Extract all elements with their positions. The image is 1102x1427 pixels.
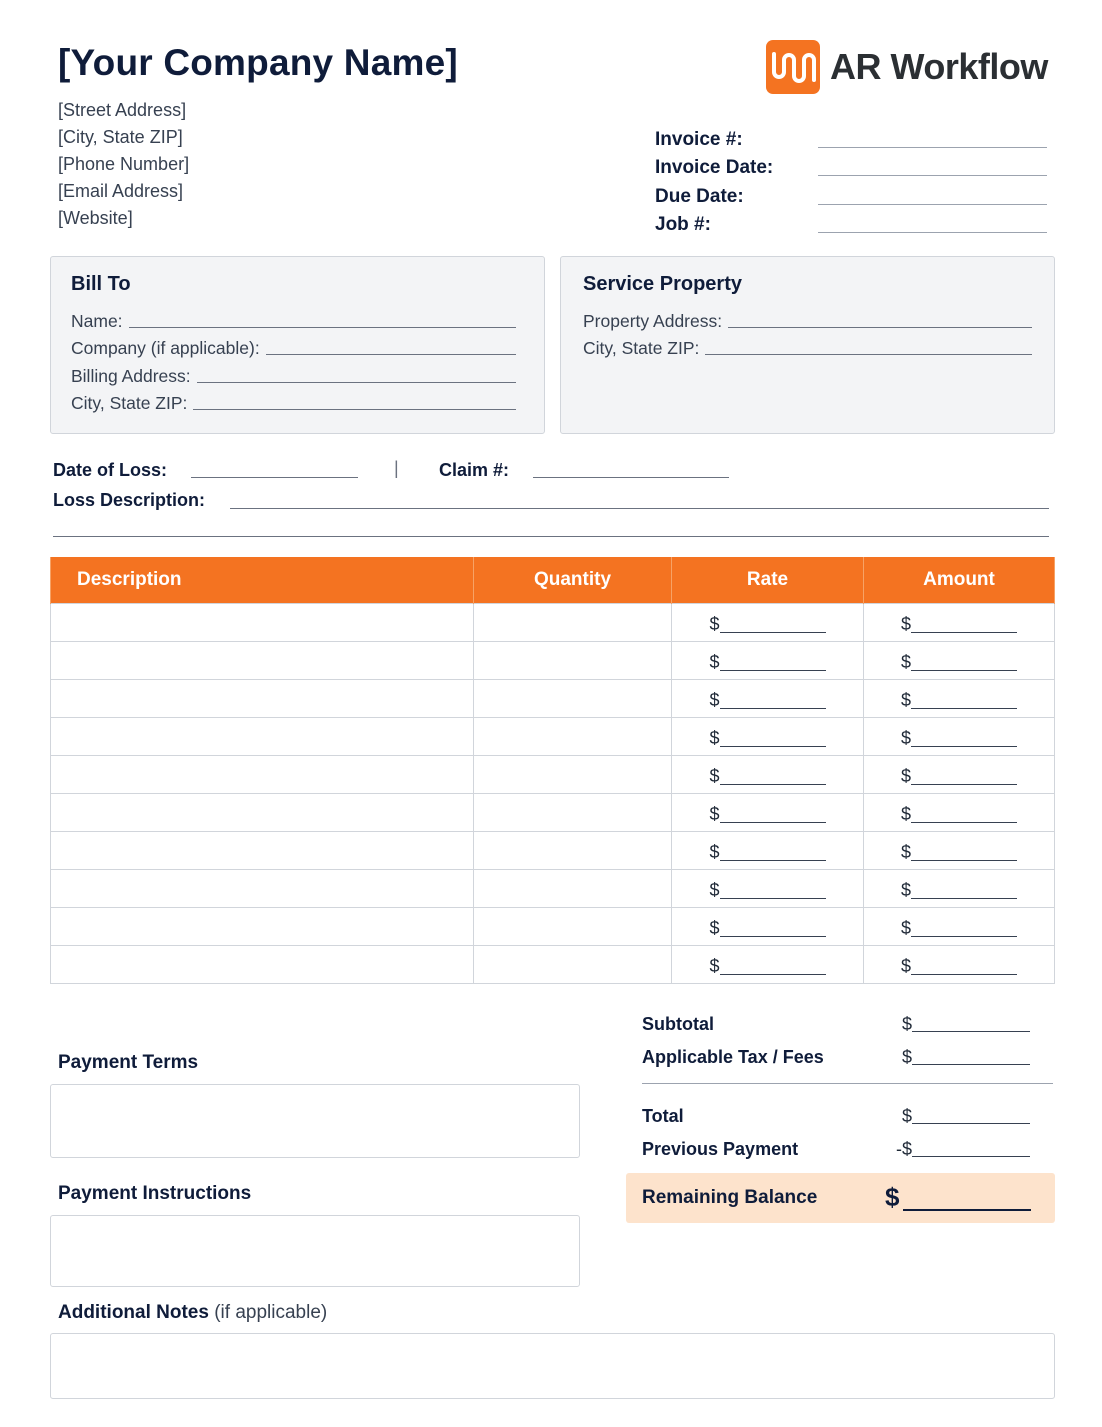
- remaining-balance-field[interactable]: [903, 1209, 1031, 1211]
- table-row: [51, 642, 1055, 680]
- table-row: [51, 908, 1055, 946]
- description-cell[interactable]: [51, 604, 474, 642]
- invoice-meta: [655, 122, 1047, 236]
- total-label: Total: [642, 1106, 684, 1126]
- job-number-field[interactable]: [818, 214, 1047, 233]
- rate-cell[interactable]: [672, 680, 864, 718]
- quantity-cell[interactable]: [474, 756, 672, 794]
- table-row: [51, 870, 1055, 908]
- street-address: [Street Address]: [58, 100, 187, 120]
- service-property-title: Service Property: [583, 273, 742, 295]
- amount-value: [864, 946, 1054, 983]
- table-row: [51, 946, 1055, 984]
- amount-cell[interactable]: [864, 680, 1055, 718]
- money-line: [720, 936, 826, 937]
- property-city-field[interactable]: [705, 354, 1032, 355]
- invoice-number-field[interactable]: [818, 129, 1047, 148]
- property-address-label: Property Address:: [583, 310, 723, 331]
- bill-to-title: Bill To: [71, 273, 131, 295]
- dollar-sign: $: [709, 766, 720, 786]
- invoice-date-row: [655, 151, 1047, 180]
- rate-cell[interactable]: [672, 604, 864, 642]
- amount-cell[interactable]: [864, 908, 1055, 946]
- additional-notes-heading: [58, 1302, 327, 1324]
- rate-value: [672, 756, 863, 793]
- quantity-cell[interactable]: [474, 870, 672, 908]
- dollar-sign: $: [900, 880, 911, 900]
- description-cell[interactable]: [51, 946, 474, 984]
- rate-cell[interactable]: [672, 718, 864, 756]
- bill-to-address-label: Billing Address:: [71, 365, 191, 386]
- quantity-cell[interactable]: [474, 604, 672, 642]
- table-row: [51, 718, 1055, 756]
- due-date-row: [655, 179, 1047, 208]
- job-number-label: Job #:: [655, 214, 711, 235]
- description-cell[interactable]: [51, 870, 474, 908]
- additional-notes-suffix: (if applicable): [214, 1302, 328, 1323]
- amount-value: [864, 680, 1054, 717]
- subtotal-row: [642, 1002, 1042, 1035]
- remaining-balance-bar: [626, 1173, 1055, 1223]
- rate-value: [672, 642, 863, 679]
- payment-instructions-box[interactable]: [50, 1215, 580, 1287]
- service-property-box: [560, 256, 1055, 434]
- table-row: [51, 832, 1055, 870]
- money-line: [911, 936, 1017, 937]
- amount-cell[interactable]: [864, 756, 1055, 794]
- bill-to-name-row: [71, 304, 516, 332]
- bill-to-company-row: [71, 332, 516, 360]
- dollar-sign: $: [709, 880, 720, 900]
- header-rate: Rate: [672, 557, 864, 604]
- quantity-cell[interactable]: [474, 718, 672, 756]
- rate-value: [672, 718, 863, 755]
- waveform-icon: [766, 40, 820, 94]
- amount-cell[interactable]: [864, 870, 1055, 908]
- rate-value: [672, 870, 863, 907]
- dollar-sign: $: [709, 918, 720, 938]
- dollar-sign: $: [900, 690, 911, 710]
- description-cell[interactable]: [51, 832, 474, 870]
- invoice-date-field[interactable]: [818, 157, 1047, 176]
- amount-value: [864, 604, 1054, 641]
- subtotal-dollar: $: [901, 1014, 912, 1034]
- quantity-cell[interactable]: [474, 642, 672, 680]
- table-row: [51, 604, 1055, 642]
- bill-to-box: [50, 256, 545, 434]
- payment-instructions-label: Payment Instructions: [58, 1183, 252, 1204]
- money-line: [720, 784, 826, 785]
- quantity-cell[interactable]: [474, 908, 672, 946]
- loss-description-label: Loss Description:: [53, 490, 206, 510]
- money-line: [911, 784, 1017, 785]
- property-city-row: [583, 332, 1032, 360]
- total-row: [642, 1094, 1042, 1127]
- line-items-table: [50, 557, 1055, 984]
- claim-number-label: Claim #:: [439, 460, 510, 480]
- total-field[interactable]: [912, 1107, 1030, 1124]
- previous-payment-row: [642, 1127, 1042, 1160]
- description-cell[interactable]: [51, 642, 474, 680]
- amount-cell[interactable]: [864, 642, 1055, 680]
- bill-to-city-field[interactable]: [193, 409, 516, 410]
- subtotal-label: Subtotal: [642, 1014, 714, 1034]
- previous-payment-dollar: -$: [895, 1139, 912, 1159]
- header-quantity: Quantity: [474, 557, 672, 604]
- additional-notes-box[interactable]: [50, 1333, 1055, 1399]
- subtotal-field[interactable]: [912, 1015, 1030, 1032]
- dollar-sign: $: [709, 652, 720, 672]
- dollar-sign: $: [900, 918, 911, 938]
- table-row: [51, 794, 1055, 832]
- amount-cell[interactable]: [864, 794, 1055, 832]
- tax-label: Applicable Tax / Fees: [642, 1047, 824, 1067]
- total-dollar: $: [901, 1106, 912, 1126]
- brand-logo: [766, 40, 1048, 94]
- amount-value: [864, 908, 1054, 945]
- money-line: [720, 670, 826, 671]
- money-line: [720, 708, 826, 709]
- bill-to-address-row: [71, 359, 516, 387]
- table-header-row: [51, 557, 1055, 604]
- money-line: [720, 974, 826, 975]
- dollar-sign: $: [709, 614, 720, 634]
- money-line: [911, 898, 1017, 899]
- rate-value: [672, 794, 863, 831]
- amount-cell[interactable]: [864, 832, 1055, 870]
- dollar-sign: $: [900, 842, 911, 862]
- bill-to-city-row: [71, 387, 516, 415]
- date-of-loss-field[interactable]: [191, 477, 358, 478]
- due-date-label: Due Date:: [655, 185, 744, 207]
- bill-to-address-field[interactable]: [197, 382, 516, 383]
- rate-value: [672, 908, 863, 945]
- tax-dollar: $: [901, 1047, 912, 1067]
- bill-to-company-label: Company (if applicable):: [71, 338, 260, 358]
- rate-cell[interactable]: [672, 908, 864, 946]
- description-cell[interactable]: [51, 718, 474, 756]
- money-line: [911, 822, 1017, 823]
- description-cell[interactable]: [51, 756, 474, 794]
- invoice-date-label: Invoice Date:: [655, 157, 774, 178]
- property-address-field[interactable]: [728, 327, 1032, 328]
- amount-value: [864, 794, 1054, 831]
- loss-description-field-line-2[interactable]: [53, 536, 1049, 537]
- job-number-row: [655, 208, 1047, 237]
- money-line: [720, 632, 826, 633]
- claim-number-field[interactable]: [533, 477, 729, 478]
- payment-terms-box[interactable]: [50, 1084, 580, 1158]
- company-address-block: [58, 97, 189, 232]
- description-cell[interactable]: [51, 908, 474, 946]
- dollar-sign: $: [709, 728, 720, 748]
- dollar-sign: $: [900, 804, 911, 824]
- money-line: [911, 860, 1017, 861]
- due-date-field[interactable]: [818, 186, 1047, 205]
- company-name: [Your Company Name]: [58, 42, 458, 83]
- money-line: [911, 670, 1017, 671]
- bill-to-city-label: City, State ZIP:: [71, 393, 188, 413]
- quantity-cell[interactable]: [474, 832, 672, 870]
- dollar-sign: $: [709, 956, 720, 976]
- rate-value: [672, 680, 863, 717]
- property-address-row: [583, 304, 1032, 332]
- quantity-cell[interactable]: [474, 680, 672, 718]
- separator: |: [394, 458, 399, 478]
- header-description: Description: [51, 557, 474, 604]
- amount-cell[interactable]: [864, 604, 1055, 642]
- table-row: [51, 680, 1055, 718]
- rate-cell[interactable]: [672, 794, 864, 832]
- loss-description-field[interactable]: [230, 508, 1049, 509]
- rate-cell[interactable]: [672, 642, 864, 680]
- table-body: [51, 604, 1055, 984]
- additional-notes-label: Additional Notes: [58, 1302, 209, 1323]
- dollar-sign: $: [900, 956, 911, 976]
- table-row: [51, 756, 1055, 794]
- totals-divider: [642, 1083, 1053, 1084]
- remaining-balance-label: Remaining Balance: [642, 1187, 818, 1208]
- tax-row: [642, 1035, 1042, 1068]
- money-line: [911, 632, 1017, 633]
- dollar-sign: $: [709, 690, 720, 710]
- bill-to-name-label: Name:: [71, 310, 123, 331]
- amount-value: [864, 718, 1054, 755]
- rate-cell[interactable]: [672, 946, 864, 984]
- website: [Website]: [58, 208, 133, 228]
- dollar-sign: $: [709, 804, 720, 824]
- description-cell[interactable]: [51, 680, 474, 718]
- bill-to-name-field[interactable]: [129, 327, 516, 328]
- amount-value: [864, 870, 1054, 907]
- money-line: [720, 746, 826, 747]
- rate-cell[interactable]: [672, 756, 864, 794]
- invoice-number-row: [655, 122, 1047, 151]
- previous-payment-field[interactable]: [912, 1140, 1030, 1157]
- totals-block: [642, 1002, 1042, 1068]
- payment-terms-label: Payment Terms: [58, 1052, 199, 1073]
- dollar-sign: $: [709, 842, 720, 862]
- date-of-loss-label: Date of Loss:: [53, 460, 168, 480]
- brand-name: AR Workflow: [830, 46, 1048, 87]
- amount-value: [864, 832, 1054, 869]
- money-line: [911, 746, 1017, 747]
- amount-cell[interactable]: [864, 718, 1055, 756]
- dollar-sign: $: [900, 766, 911, 786]
- invoice-number-label: Invoice #:: [655, 128, 743, 150]
- rate-cell[interactable]: [672, 832, 864, 870]
- dollar-sign: $: [900, 614, 911, 634]
- amount-value: [864, 756, 1054, 793]
- rate-value: [672, 946, 863, 983]
- quantity-cell[interactable]: [474, 794, 672, 832]
- previous-payment-label: Previous Payment: [642, 1139, 799, 1159]
- money-line: [911, 974, 1017, 975]
- amount-cell[interactable]: [864, 946, 1055, 984]
- tax-field[interactable]: [912, 1048, 1030, 1065]
- header-amount: Amount: [864, 557, 1055, 604]
- remaining-balance-dollar: $: [885, 1182, 900, 1212]
- amount-value: [864, 642, 1054, 679]
- quantity-cell[interactable]: [474, 946, 672, 984]
- property-city-label: City, State ZIP:: [583, 338, 700, 358]
- city-state-zip: [City, State ZIP]: [58, 127, 183, 147]
- phone-number: [Phone Number]: [58, 154, 190, 174]
- dollar-sign: $: [900, 652, 911, 672]
- totals-block-2: [642, 1094, 1042, 1160]
- money-line: [720, 822, 826, 823]
- money-line: [911, 708, 1017, 709]
- description-cell[interactable]: [51, 794, 474, 832]
- email-address: [Email Address]: [58, 181, 184, 201]
- money-line: [720, 860, 826, 861]
- dollar-sign: $: [900, 728, 911, 748]
- rate-cell[interactable]: [672, 870, 864, 908]
- rate-value: [672, 604, 863, 641]
- rate-value: [672, 832, 863, 869]
- bill-to-company-field[interactable]: [266, 354, 516, 355]
- money-line: [720, 898, 826, 899]
